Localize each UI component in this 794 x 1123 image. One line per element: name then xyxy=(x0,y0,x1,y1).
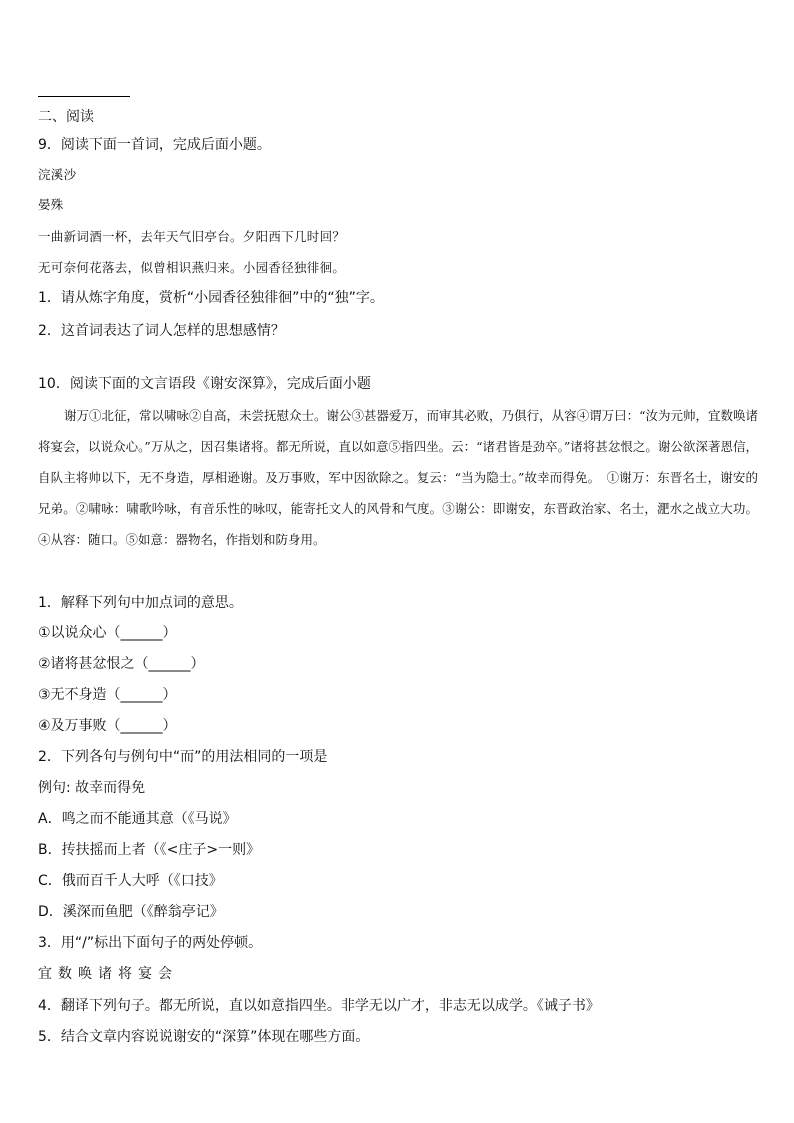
question-10-sub-3: 3．用“/”标出下面句子的两处停顿。 xyxy=(38,935,263,951)
poem-line-1: 一曲新词酒一杯，去年天气旧亭台。夕阳西下几时回？ xyxy=(38,229,346,244)
blank-item-3: ③无不身造（______） xyxy=(38,687,177,703)
question-10-sub-4: 4．翻译下列句子。都无所说，直以如意指四坐。非学无以广才，非志无以成学。《诫子书》 xyxy=(38,998,600,1014)
blank-item-2: ②诸将甚忿恨之（______） xyxy=(38,656,205,672)
example-sentence: 例句: 故幸而得免 xyxy=(38,780,146,796)
question-9-prompt: 9．阅读下面一首词，完成后面小题。 xyxy=(38,137,271,153)
section-title: 二、阅读 xyxy=(38,109,94,125)
question-10-sub-5: 5．结合文章内容说说谢安的“深算”体现在哪些方面。 xyxy=(38,1029,370,1045)
option-a: A．鸣之而不能通其意（《马说》 xyxy=(38,811,237,827)
blank-item-4: ④及万事败（______） xyxy=(38,718,177,734)
option-d: D．溪深而鱼肥（《醉翁亭记》 xyxy=(38,904,224,920)
poem-author: 晏殊 xyxy=(38,197,64,212)
question-9-sub-1: 1．请从炼字角度，赏析“小园香径独徘徊”中的“独”字。 xyxy=(38,290,384,306)
poem-line-2: 无可奈何花落去，似曾相识燕归来。小园香径独徘徊。 xyxy=(38,260,346,275)
option-b: B．抟扶摇而上者（《<庄子>一则》 xyxy=(38,842,261,858)
option-c: C．俄而百千人大呼（《口技》 xyxy=(38,873,223,889)
question-10-sub-2: 2．下列各句与例句中“而”的用法相同的一项是 xyxy=(38,749,328,765)
question-10-sub-1: 1．解释下列句中加点词的意思。 xyxy=(38,595,243,611)
question-9-sub-2: 2．这首词表达了词人怎样的思想感情？ xyxy=(38,323,285,339)
blank-item-1: ①以说众心（______） xyxy=(38,625,177,641)
poem-title: 浣溪沙 xyxy=(38,167,77,182)
pause-sentence: 宜数唤诸将宴会 xyxy=(38,966,178,982)
header-rule xyxy=(38,96,130,97)
question-10-prompt: 10．阅读下面的文言语段《谢安深算》，完成后面小题 xyxy=(38,376,371,392)
classical-passage xyxy=(38,400,758,555)
passage-text: 谢万①北征，常以啸咏②自高，未尝抚慰众士。谢公③甚器爱万，而审其必败，乃俱行，从容④谓万曰：“汝为元帅，宜数唤诸将宴会，以说众心。”万从之，因召集诸将。都无所说，直以如意⑤指四坐。云：“诸君皆是劲卒。”诸将甚忿恨之。谢公欲深著恩信，自队主将帅以下，无不身造，厚相逊谢。及万事败，军中因欲除之。复云：“当为隐士。”故幸而得免。 ①谢万：东晋名士，谢安的兄弟。②啸咏：啸歌吟咏，有音乐性的咏叹，能寄托文人的风骨和气度。③谢公：即谢安，东晋政治家、名士，淝水之战立大功。④从容：随口。⑤如意：器物名，作指划和防身用。 xyxy=(38,408,758,547)
